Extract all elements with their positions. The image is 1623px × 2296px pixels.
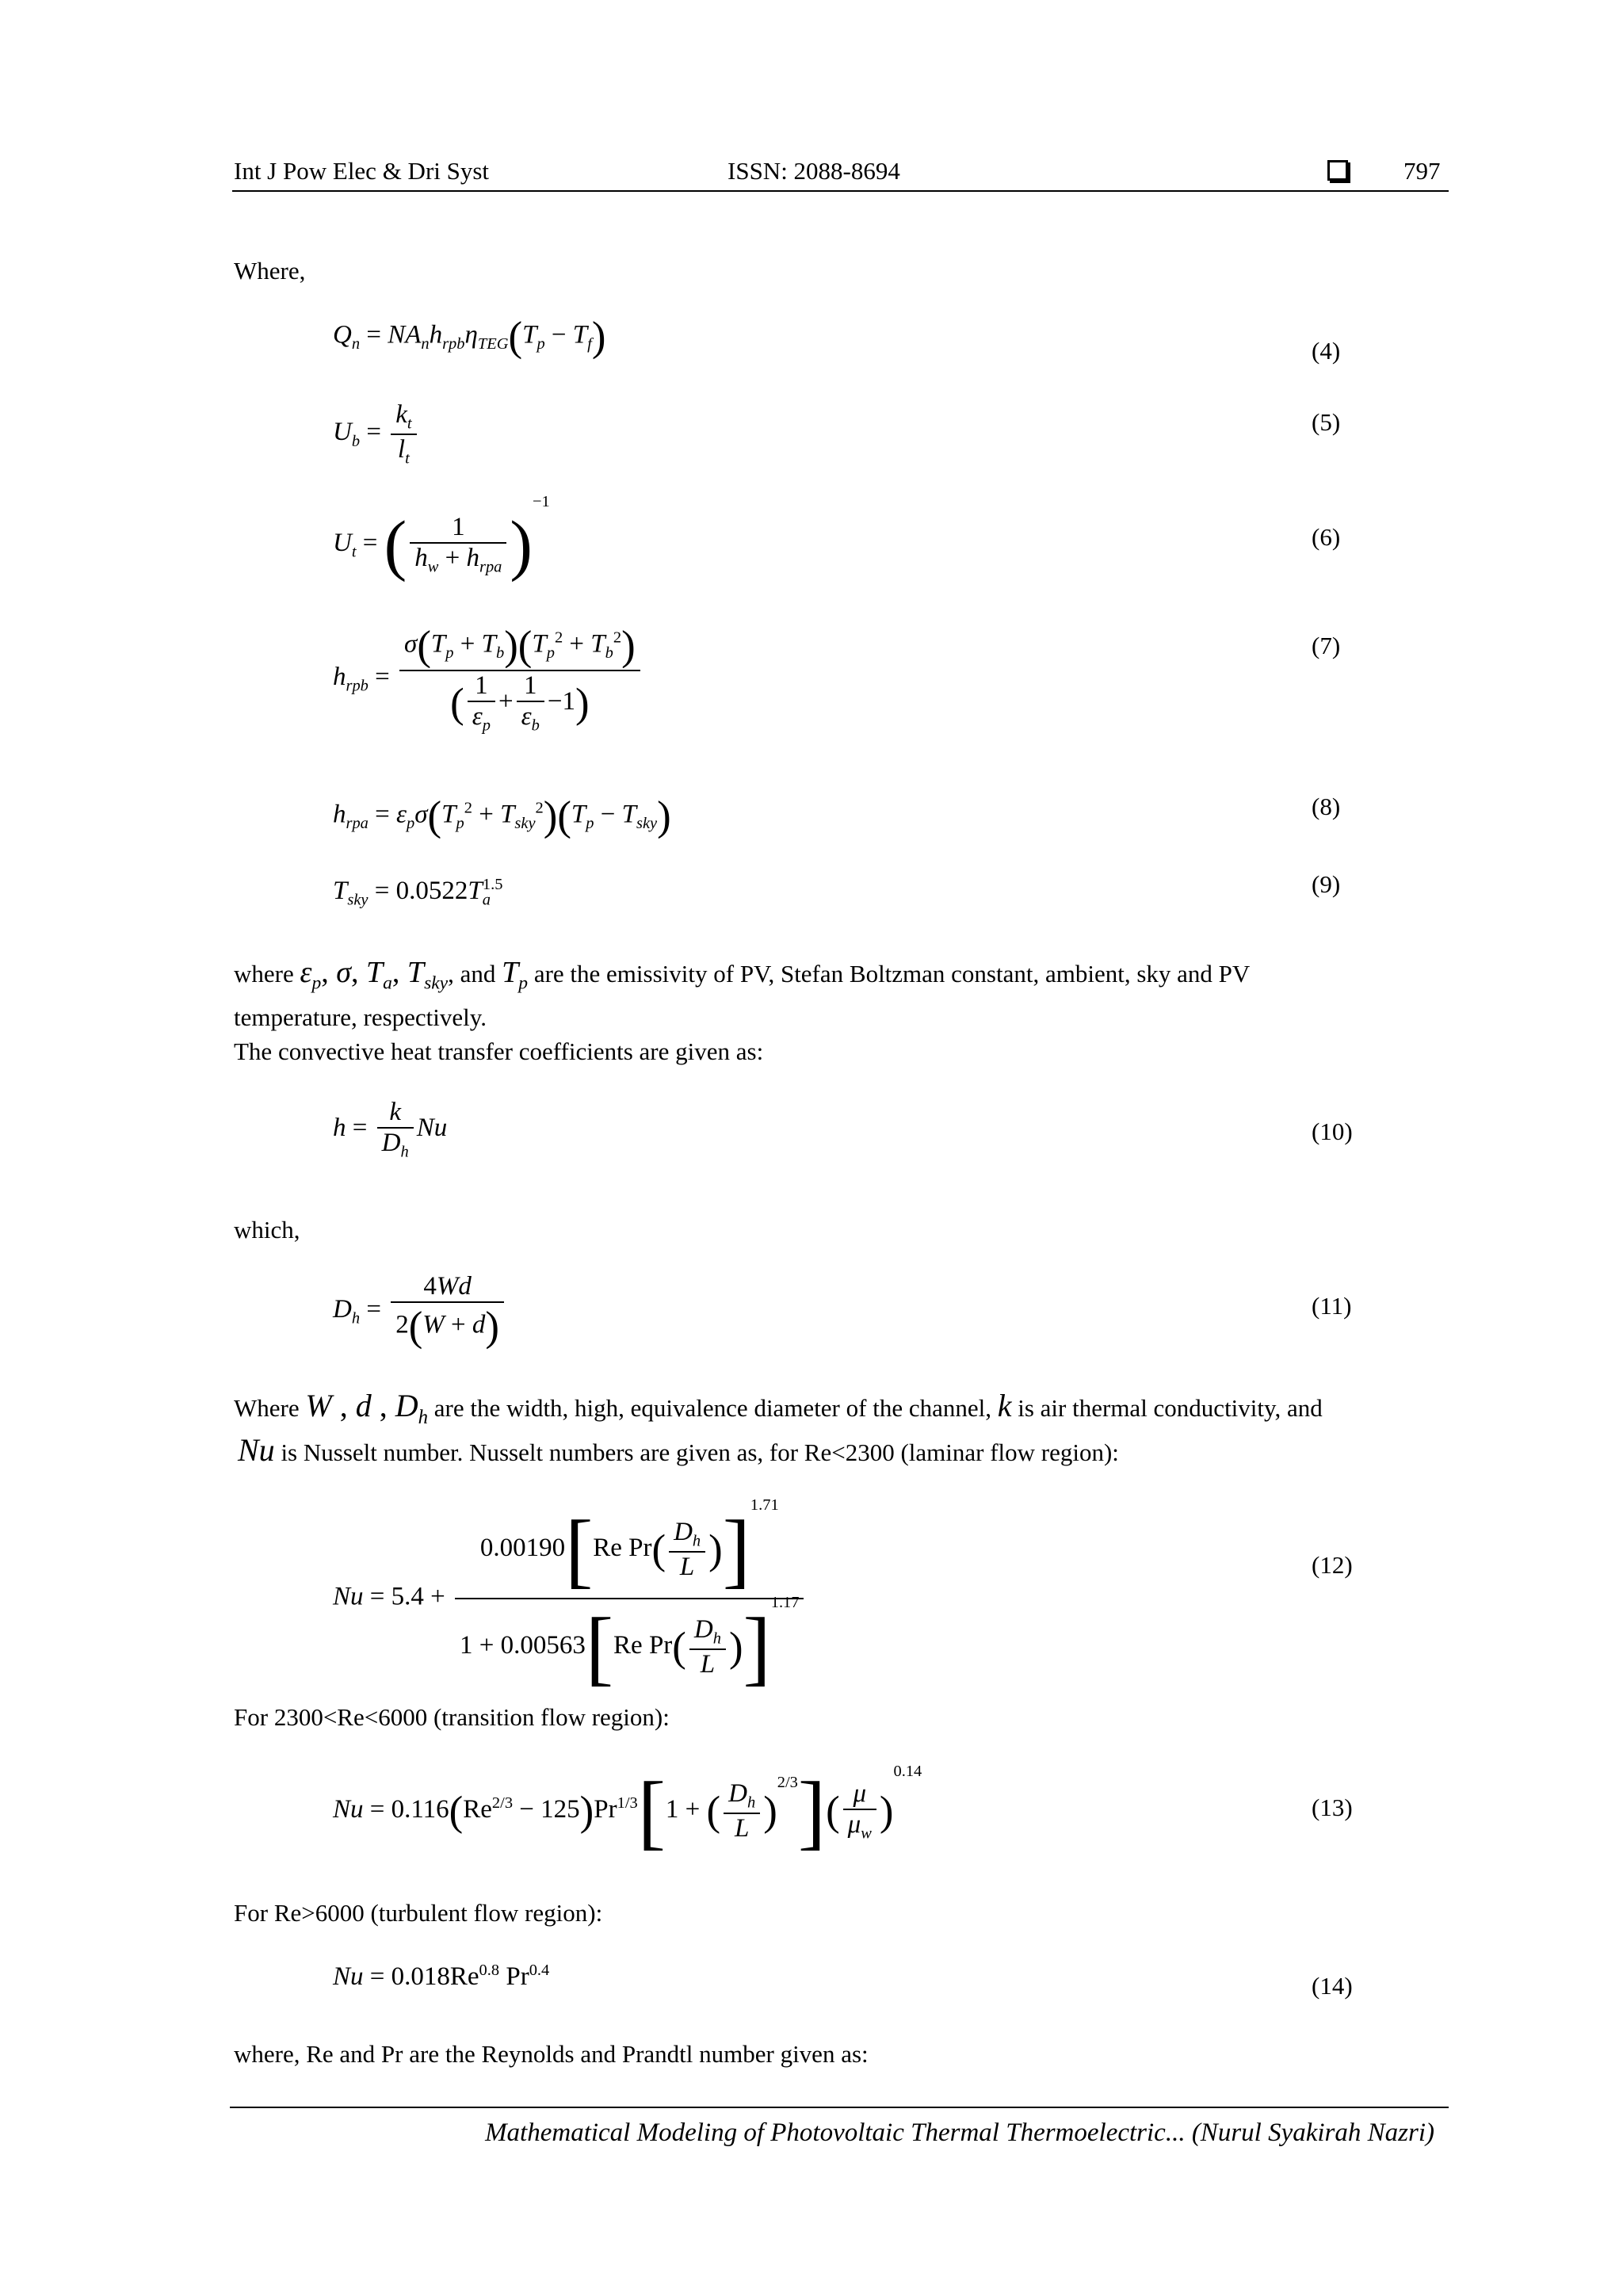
header-rule	[232, 190, 1449, 192]
paragraph-turbulent: For Re>6000 (turbulent flow region):	[234, 1899, 603, 1927]
paragraph-re-pr: where, Re and Pr are the Reynolds and Prandtl number given as:	[234, 2040, 869, 2068]
equation-number-13: (13)	[1312, 1794, 1353, 1821]
para-emissivity-pre: where	[234, 960, 294, 988]
equation-number-5: (5)	[1312, 408, 1341, 436]
footer-rule	[230, 2107, 1449, 2108]
equation-number-12: (12)	[1312, 1551, 1353, 1579]
equation-number-11: (11)	[1312, 1292, 1352, 1320]
equation-number-8: (8)	[1312, 793, 1341, 820]
equation-6: $U_t$ = ( $\frac{1}{h_w + h_{rpa}}$ )$^{-1}$	[333, 493, 550, 583]
paragraph-emissivity-line2: temperature, respectively.	[234, 1003, 487, 1031]
journal-title: Int J Pow Elec & Dri Syst	[234, 157, 490, 185]
footer-citation: Mathematical Modeling of Photovoltaic Thermal Thermoelectric... (Nurul Syakirah Nazri)	[485, 2118, 1434, 2147]
paragraph-transition: For 2300<Re<6000 (transition flow region):	[234, 1703, 670, 1731]
equation-11: $D_h$ = $\frac{4Wd}{2(W + d)}$	[333, 1272, 507, 1350]
issn: ISSN: 2088-8694	[727, 157, 900, 185]
where-intro: Where,	[234, 257, 306, 285]
equation-number-14: (14)	[1312, 1972, 1353, 2000]
equation-7: $h_{rpb}$ = $\sigma(T_p + T_b)(T_p^2 + T_b^2)$ ( $\frac{1}{\varepsilon_p}$ + $\frac{1}{\varepsilon_b}$ −1)	[333, 622, 643, 735]
equation-number-4: (4)	[1312, 337, 1341, 365]
checkbox-icon	[1327, 160, 1348, 185]
para-where2-c: is air thermal conductivity, and	[1018, 1394, 1323, 1422]
equation-10: h = $\frac{k}{D_h}$ Nu	[333, 1098, 448, 1161]
equation-9: $T_{sky} = 0.0522T_a^{1.5}$	[333, 876, 503, 909]
equation-12: Nu = 5.4 + 0.00190[Re Pr( $\frac{D_h}{L}$ )]$^{1.71}$ 1 + 0.00563[Re Pr( $\frac{D_h}{L}$ )]$^{1.17}$	[333, 1502, 807, 1695]
paragraph-convective: The convective heat transfer coefficients are given as:	[234, 1037, 764, 1065]
para-where2-a: Where	[234, 1394, 300, 1422]
equation-4: $Q_n = NA_nh_{rpb}\eta_{TEG}(T_p - T_f)$	[333, 314, 606, 360]
paragraph-channel: Where W , d , $D_h$ are the width, high, equivalence diameter of the channel, k is air thermal conductivity, and	[234, 1388, 1323, 1428]
page-number: 797	[1403, 157, 1441, 185]
equation-14: $Nu = 0.018Re^{0.8}$ $Pr^{0.4}$	[333, 1962, 550, 1991]
equation-number-6: (6)	[1312, 523, 1341, 551]
para-nusselt-text: is Nusselt number. Nusselt numbers are given as, for Re<2300 (laminar flow region):	[281, 1438, 1119, 1466]
paragraph-emissivity: where $\varepsilon_p$, σ, $T_a$, $T_{sky}$, and $T_p$ are the emissivity of PV, Stefan Boltzman constant, ambient, sky and PV	[234, 956, 1251, 994]
equation-number-10: (10)	[1312, 1117, 1353, 1145]
para-emissivity-post: are the emissivity of PV, Stefan Boltzman constant, ambient, sky and PV	[533, 960, 1251, 988]
equation-8: $h_{rpa} = \varepsilon_p\sigma(T_p^2 + T_{sky}^2)(T_p - T_{sky})$	[333, 793, 671, 839]
paragraph-which: which,	[234, 1216, 300, 1244]
equation-5: $U_b$ = $\frac{k_t}{l_t}$	[333, 400, 420, 468]
equation-number-9: (9)	[1312, 870, 1341, 898]
equation-13: $Nu = 0.116(Re^{2/3} - 125)Pr^{1/3}[1$ + ( $\frac{D_h}{L}$ )$^{2/3}$]( $\frac{\mu}{\mu_w}$ )$^{0.14}$	[333, 1763, 922, 1858]
equation-number-7: (7)	[1312, 632, 1341, 659]
para-where2-b: are the width, high, equivalence diameter of the channel,	[433, 1394, 991, 1422]
paragraph-nusselt: Nu is Nusselt number. Nusselt numbers are given as, for Re<2300 (laminar flow region):	[238, 1432, 1119, 1468]
